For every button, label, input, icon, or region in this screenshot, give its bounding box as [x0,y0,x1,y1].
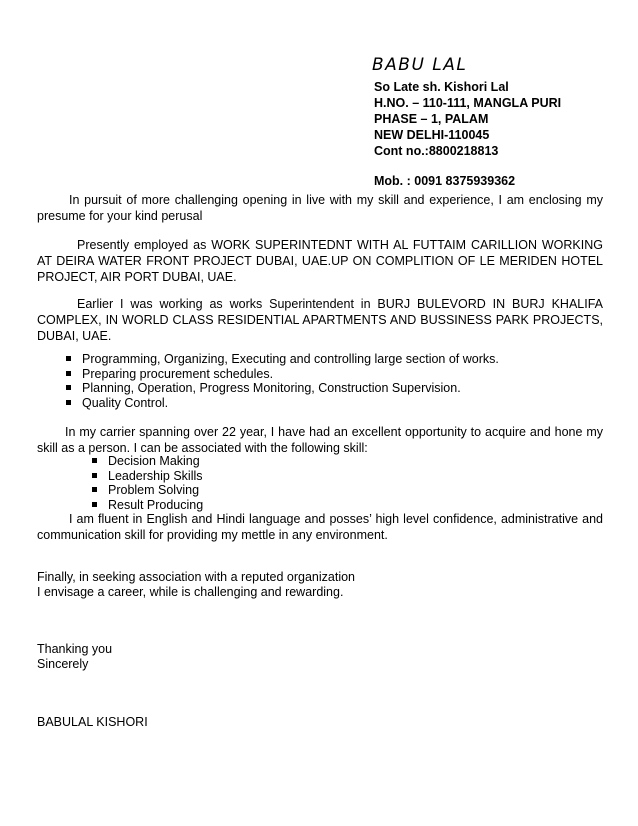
address-line-3: PHASE – 1, PALAM [374,112,489,126]
address-line-4: NEW DELHI-110045 [374,128,490,142]
paragraph-intro: In pursuit of more challenging opening in live with my skill and experience, I am enclosing my presume for your kind perusal [37,193,603,223]
list-item: Programming, Organizing, Executing and controlling large section of works. [66,352,499,367]
list-item: Problem Solving [92,483,203,498]
bullet-icon [92,473,97,478]
closing-line-2: I envisage a career, while is challenging and rewarding. [37,585,344,599]
bullet-icon [66,356,71,361]
list-item: Planning, Operation, Progress Monitoring, Construction Supervision. [66,381,499,396]
address-line-1: So Late sh. Kishori Lal [374,80,509,94]
bullet-icon [92,487,97,492]
closing-line-1: Finally, in seeking association with a reputed organization [37,570,356,584]
address-line-2: H.NO. – 110-111, MANGLA PURI [374,96,562,110]
paragraph-current-employment: Presently employed as WORK SUPERINTEDNT WITH AL FUTTAIM CARILLION WORKING AT DEIRA WATER FRONT PROJECT DUBAI, UAE.UP ON COMPLITION OF LE MERIDEN HOTEL PROJECT, AIR PORT DUBAI, UAE. [37,238,603,284]
paragraph-experience: In my carrier spanning over 22 year, I have had an excellent opportunity to acquire and hone my skill as a person. I can be associated with the following skill: [37,425,603,455]
list-item: Result Producing [92,498,203,513]
list-item: Preparing procurement schedules. [66,367,499,382]
sincerely-line: Sincerely [37,657,89,671]
bullet-icon [66,371,71,376]
skills-list [92,454,203,512]
bullet-icon [66,400,71,405]
bullet-icon [66,385,71,390]
list-item: Leadership Skills [92,469,203,484]
signature-name: BABULAL KISHORI [37,715,148,729]
paragraph-languages: I am fluent in English and Hindi language and posses’ high level confidence, administrative and communication skill for providing my mettle in any environment. [37,512,603,542]
list-item: Quality Control. [66,396,499,411]
bullet-icon [92,502,97,507]
contact-number: Cont no.:8800218813 [374,144,499,158]
bullet-icon [92,458,97,463]
list-item: Decision Making [92,454,203,469]
duties-list [66,352,499,410]
thanks-line: Thanking you [37,642,113,656]
mobile-number: Mob. : 0091 8375939362 [374,174,516,188]
paragraph-previous-employment: Earlier I was working as works Superintendent in BURJ BULEVORD IN BURJ KHALIFA COMPLEX, IN WORLD CLASS RESIDENTIAL APARTMENTS AND BUSSINESS PARK PROJECTS, DUBAI, UAE. [37,297,603,343]
sender-name: BABU LAL [372,55,468,75]
sender-header [374,54,624,189]
